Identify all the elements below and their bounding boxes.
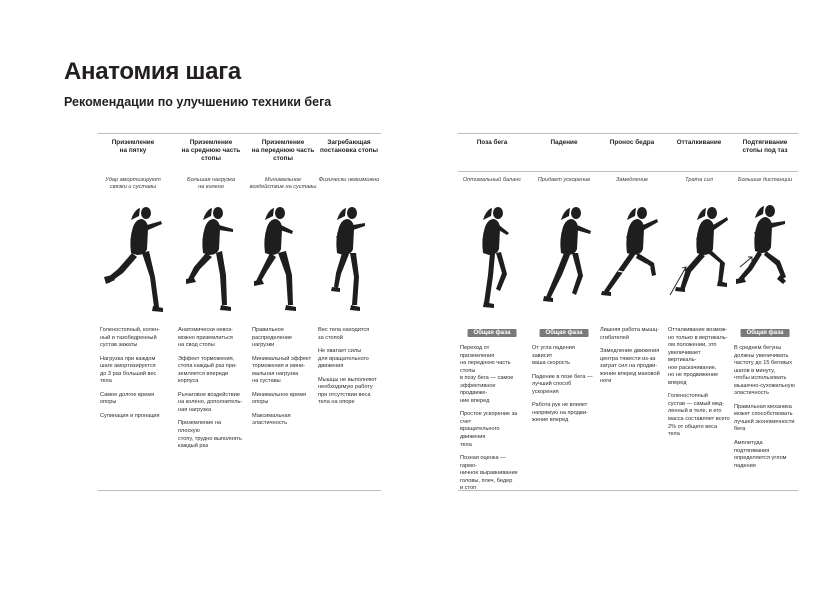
point-text: Самое долгое время опоры <box>100 391 155 406</box>
point-text: Супинация и пронация <box>100 412 160 419</box>
column-falling <box>530 133 598 491</box>
column-header: Приземление на переднюю часть стопы <box>251 139 315 162</box>
column-note: Большие дистанции <box>737 177 793 183</box>
point-text: Нагрузка при каждом шаге амортизируется до 3 раз больший вес тела <box>100 355 157 385</box>
column-points <box>100 327 166 426</box>
runner-raking-foot-figure <box>318 195 384 317</box>
point-text: В среднем бегуны должны увеличивать частоту до 15 беговых шагов в минуту, чтобы использовать мышечно-сухожильную эластичность <box>734 345 795 397</box>
column-running-pose <box>458 133 526 491</box>
common-phase-badge: Общая фаза <box>540 329 589 337</box>
point-text: Простое ускорение за счет вращательного движения тела <box>460 411 518 448</box>
point-text: Правильное распределение нагрузки <box>252 327 293 349</box>
point-text: Голеностопный, колен- ный и тазобедренный сустав зажаты <box>100 327 160 349</box>
point-text: Лишняя работа мышц- сгибателей <box>600 327 659 341</box>
column-header: Приземление на среднюю часть стопы <box>181 139 241 162</box>
column-points <box>252 327 314 434</box>
column-push-off <box>666 133 732 491</box>
column-hip-swing <box>598 133 666 491</box>
point-text: Позная оценка — гармо- ничное выравнивание головы, плеч, бедер и стоп <box>460 455 518 492</box>
point-text: Работа рук не влияет напрямую на продви- жение вперед <box>532 402 588 424</box>
common-phase-badge: Общая фаза <box>468 329 517 337</box>
column-points <box>460 345 524 499</box>
point-text: Максимальная эластичность <box>252 412 291 427</box>
column-note: Оптимальный баланс <box>462 177 522 183</box>
point-text: Анатомически невоз- можно приземлиться на свод стопы <box>178 327 233 349</box>
point-text: Минимальное время опоры <box>252 391 307 406</box>
column-forefoot-strike <box>250 133 316 491</box>
runner-falling-figure <box>532 195 598 317</box>
column-heel-strike <box>98 133 168 491</box>
point-text: Правильная механика может способствовать лучшей экономичности бега <box>734 403 795 433</box>
column-note: Придает ускорение <box>537 177 591 183</box>
column-points <box>532 345 596 431</box>
runner-pose-figure <box>460 195 526 317</box>
stride-phases-table <box>458 133 798 491</box>
column-foot-pull <box>732 133 798 491</box>
common-phase-badge: Общая фаза <box>741 329 790 337</box>
column-note: Большая нагрузка на колено <box>186 177 236 190</box>
column-header: Отталкивание <box>676 139 722 146</box>
column-note: Минимальное воздействие на суставы <box>249 177 317 190</box>
point-text: От угла падения зависит ваша скорость <box>532 345 575 367</box>
point-text: Рычаговое воздействие на колено, дополнитель- ная нагрузка <box>178 391 243 413</box>
runner-push-off-figure <box>668 195 734 317</box>
point-text: Не хватает силы для вращательного движения <box>318 348 369 370</box>
point-text: Эффект торможения, стопа каждый раз при- земляется впереди корпуса <box>178 355 237 385</box>
point-text: Замедление движения центра тяжести из-за затрат сил на продви- жение вперед маховой ноги <box>600 348 660 385</box>
page-title: Анатомия шага <box>64 58 241 85</box>
point-text: Голеностопный сустав — самый мед- ленный в теле, и его масса составляет всего 2% от общего веса тела <box>668 393 730 438</box>
column-header: Поза бега <box>476 139 508 146</box>
runner-heel-strike-figure <box>100 195 166 317</box>
column-header: Подтягивание стопы под таз <box>742 139 788 154</box>
runner-foot-pull-figure <box>734 195 800 317</box>
point-text: Амплитуда подтягивания определяется углом падения <box>734 440 787 469</box>
point-text: Падение в позе бега — лучший способ ускорения <box>532 373 593 395</box>
column-header: Приземление на пятку <box>111 139 155 154</box>
page-subtitle: Рекомендации по улучшению техники бега <box>64 95 332 109</box>
point-text: Вес тела находится за стопой <box>318 327 370 341</box>
point-text: Мышцы не выполняют необходимую работу при отсутствии веса тела на опоре <box>318 376 377 406</box>
column-note: Физически невозможно <box>318 177 380 183</box>
landing-comparison-table <box>98 133 381 491</box>
runner-forefoot-strike-figure <box>252 195 318 317</box>
column-note: Замедление <box>615 177 649 183</box>
point-text: Переход от приземления на переднюю часть стопы в позу бега — самое эффективное продвиже- ние вперед <box>460 345 514 404</box>
column-points <box>178 327 244 457</box>
column-raking-foot <box>316 133 382 491</box>
runner-midfoot-strike-figure <box>178 195 244 317</box>
runner-hip-swing-figure <box>600 195 666 317</box>
column-note: Трата сил <box>685 177 713 183</box>
column-midfoot-strike <box>176 133 246 491</box>
column-header: Загребающая постановка стопы <box>320 139 378 154</box>
column-header: Пронос бедра <box>609 139 655 146</box>
column-header: Падение <box>550 139 578 146</box>
point-text: Минимальный эффект торможения и мини- мальная нагрузка на суставы <box>252 355 312 385</box>
point-text: Приземление на плоскую стопу, трудно выполнять каждый раз <box>178 420 242 450</box>
point-text: Отталкивание возмож- но только в вертикаль- ом положении, это увеличивает вертикаль- ное раскачивание, но не продвижение вперед <box>668 327 728 386</box>
column-points <box>668 327 730 445</box>
column-points <box>318 327 380 413</box>
column-note: Удар амортизируют связки и суставы <box>105 177 161 190</box>
column-points <box>600 327 664 392</box>
column-points <box>734 345 796 476</box>
